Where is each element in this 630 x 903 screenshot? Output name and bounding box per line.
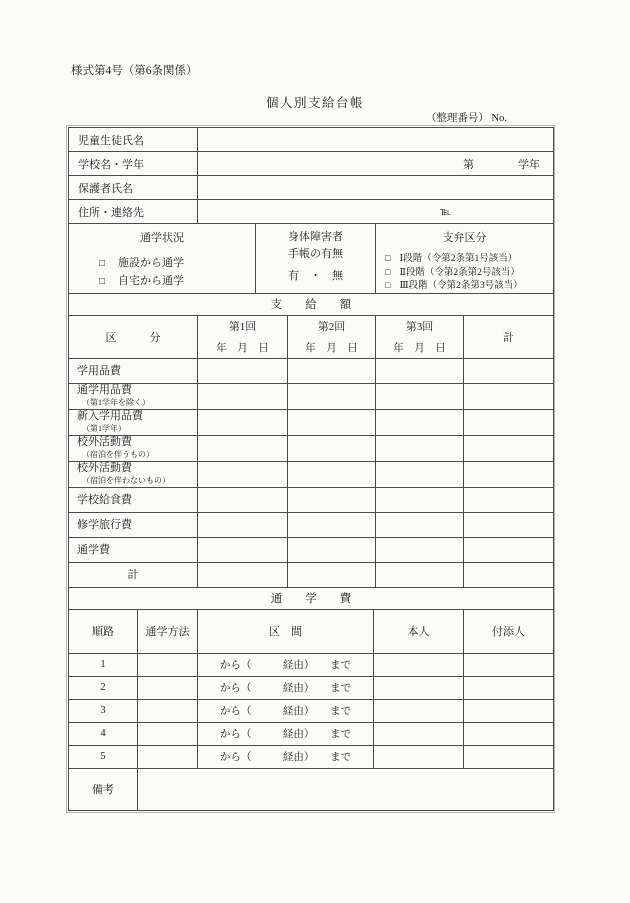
amount-cell (376, 409, 464, 435)
amount-cell (198, 461, 288, 487)
attendant-fare-cell (464, 722, 554, 745)
amount-cell (464, 512, 554, 537)
amount-cell (376, 461, 464, 487)
method-cell (138, 676, 198, 699)
amount-cell (288, 562, 376, 587)
guardian-name-row (69, 176, 554, 200)
checkbox-icon: □ (385, 280, 391, 290)
disability-choice: 有 ・ 無 (288, 270, 343, 282)
checkbox-icon: □ (99, 276, 106, 287)
commute-fee-table (68, 587, 554, 769)
round3-date-label: 年 月 日 (393, 343, 446, 354)
disability-certificate-cell (256, 224, 376, 294)
attendant-header: 付添人 (464, 609, 554, 653)
amount-cell (288, 409, 376, 435)
route-number: 2 (69, 676, 138, 699)
amount-cell (464, 435, 554, 461)
table-row (69, 653, 554, 676)
commute-status-cell (69, 224, 256, 294)
commute-method-header: 通学方法 (138, 609, 198, 653)
checkbox-icon: □ (99, 258, 106, 269)
payment-row-label: 通学費 (69, 537, 198, 562)
category-option-1-label: Ⅰ段階（令第2条第1号該当） (399, 254, 518, 264)
checkbox-icon: □ (385, 253, 391, 263)
student-name-value-cell (198, 128, 554, 152)
round1-date-label: 年 月 日 (216, 343, 269, 354)
form-number: 様式第4号（第6条関係） (71, 65, 198, 77)
student-name-row (69, 128, 554, 152)
guardian-name-value-cell (198, 176, 554, 200)
attendant-fare-cell (464, 676, 554, 699)
school-grade-row (69, 152, 554, 176)
address-contact-row (69, 200, 554, 224)
commute-status-options (69, 254, 255, 290)
amount-cell (288, 461, 376, 487)
table-row (69, 537, 554, 562)
table-row (69, 409, 554, 435)
amount-cell (198, 435, 288, 461)
table-row (69, 745, 554, 768)
payment-category-title: 支弁区分 (442, 232, 487, 244)
disability-title-line1: 身体障害者 (288, 231, 343, 243)
table-row (69, 358, 554, 383)
route-section-cell: から（ 経由） まで (198, 653, 374, 676)
amount-cell (464, 409, 554, 435)
payment-row-label: 通学用品費 （第1学年を除く） (69, 383, 198, 409)
route-section-cell: から（ 経由） まで (198, 722, 374, 745)
round2-date-label: 年 月 日 (305, 343, 358, 354)
attendant-fare-cell (464, 653, 554, 676)
payment-category-cell (376, 224, 554, 294)
round3-name: 第3回 (405, 321, 434, 333)
amount-cell (198, 512, 288, 537)
table-row (69, 435, 554, 461)
payment-total-label: 計 (69, 562, 198, 587)
amount-cell (288, 487, 376, 512)
payment-round1-header (198, 315, 288, 358)
address-contact-value-cell: ℡ (198, 200, 554, 224)
payment-total-header: 計 (464, 315, 554, 358)
student-name-label: 児童生徒氏名 (69, 128, 198, 152)
self-header: 本人 (374, 609, 464, 653)
route-section-cell: から（ 経由） まで (198, 745, 374, 768)
remarks-label: 備考 (69, 768, 138, 810)
amount-cell (464, 537, 554, 562)
route-order-header: 順路 (69, 609, 138, 653)
amount-cell (288, 358, 376, 383)
checkbox-icon: □ (385, 266, 391, 277)
amount-cell (376, 562, 464, 587)
amount-cell (376, 435, 464, 461)
route-number: 1 (69, 653, 138, 676)
amount-cell (288, 537, 376, 562)
amount-cell (464, 487, 554, 512)
payment-row-label: 校外活動費 （宿泊を伴わないもの） (69, 461, 198, 487)
commute-option-facility (99, 254, 255, 272)
route-number: 5 (69, 745, 138, 768)
table-row (69, 722, 554, 745)
payment-row-label: 学用品費 (69, 358, 198, 383)
round1-name: 第1回 (228, 321, 257, 333)
remarks-value-cell (138, 768, 554, 810)
amount-cell (198, 383, 288, 409)
amount-cell (198, 562, 288, 587)
amount-cell (464, 383, 554, 409)
self-fare-cell (374, 722, 464, 745)
commute-option-facility-label: 施設から通学 (118, 257, 185, 269)
disability-certificate-inner (256, 224, 375, 290)
category-option-2-label: Ⅱ段階（令第2条第2号該当） (399, 267, 520, 278)
route-number: 3 (69, 699, 138, 722)
commute-fee-section-title: 通 学 費 (69, 587, 554, 609)
amount-cell (376, 512, 464, 537)
amount-cell (464, 358, 554, 383)
status-table (68, 223, 554, 294)
amount-cell (288, 383, 376, 409)
amount-cell (376, 537, 464, 562)
commute-option-home (99, 272, 255, 290)
commute-option-home-label: 自宅から通学 (118, 275, 185, 287)
school-grade-value-cell: 第 学年 (198, 152, 554, 176)
self-fare-cell (374, 653, 464, 676)
payment-row-label: 修学旅行費 (69, 512, 198, 537)
amount-cell (198, 409, 288, 435)
payment-section-title: 支 給 額 (69, 293, 554, 315)
attendant-fare-cell (464, 699, 554, 722)
reference-number-label: （整理番号） No. (425, 113, 507, 124)
disability-title-line2: 手帳の有無 (288, 248, 343, 260)
payment-amount-table (68, 293, 554, 588)
category-option-3-label: Ⅲ段階（令第2条第3号該当） (399, 281, 523, 291)
amount-cell (288, 512, 376, 537)
payment-round3-header (376, 315, 464, 358)
round2-name: 第2回 (317, 321, 346, 333)
table-row (69, 487, 554, 512)
amount-cell (464, 562, 554, 587)
disability-certificate-title (256, 224, 375, 263)
payment-row-label: 新入学用品費 （第1学年） (69, 409, 198, 435)
payment-total-row (69, 562, 554, 587)
payment-category-header: 区 分 (69, 315, 198, 358)
method-cell (138, 699, 198, 722)
method-cell (138, 722, 198, 745)
amount-cell (376, 487, 464, 512)
table-row (69, 699, 554, 722)
route-section-header: 区 間 (198, 609, 374, 653)
commute-status-title: 通学状況 (140, 232, 184, 244)
self-fare-cell (374, 745, 464, 768)
school-grade-label: 学校名・学年 (69, 152, 198, 176)
guardian-name-label: 保護者氏名 (69, 176, 198, 200)
payment-row-label: 学校給食費 (69, 487, 198, 512)
amount-cell (376, 383, 464, 409)
route-section-cell: から（ 経由） まで (198, 676, 374, 699)
page-title: 個人別支給台帳 (265, 96, 364, 110)
table-row (69, 512, 554, 537)
self-fare-cell (374, 676, 464, 699)
remarks-table (68, 768, 554, 811)
amount-cell (376, 358, 464, 383)
amount-cell (198, 358, 288, 383)
form-sheet (68, 127, 553, 811)
amount-cell (288, 435, 376, 461)
table-row (69, 676, 554, 699)
route-section-cell: から（ 経由） まで (198, 699, 374, 722)
method-cell (138, 745, 198, 768)
payment-category-options (376, 252, 553, 293)
category-option-2 (385, 266, 553, 280)
category-option-3 (385, 279, 553, 293)
self-fare-cell (374, 699, 464, 722)
method-cell (138, 653, 198, 676)
payment-round2-header (288, 315, 376, 358)
table-row (69, 461, 554, 487)
attendant-fare-cell (464, 745, 554, 768)
category-option-1 (385, 252, 553, 266)
student-info-table (68, 127, 554, 224)
address-contact-label: 住所・連絡先 (69, 200, 198, 224)
amount-cell (198, 537, 288, 562)
amount-cell (198, 487, 288, 512)
amount-cell (464, 461, 554, 487)
route-number: 4 (69, 722, 138, 745)
payment-row-label: 校外活動費 （宿泊を伴うもの） (69, 435, 198, 461)
table-row (69, 383, 554, 409)
